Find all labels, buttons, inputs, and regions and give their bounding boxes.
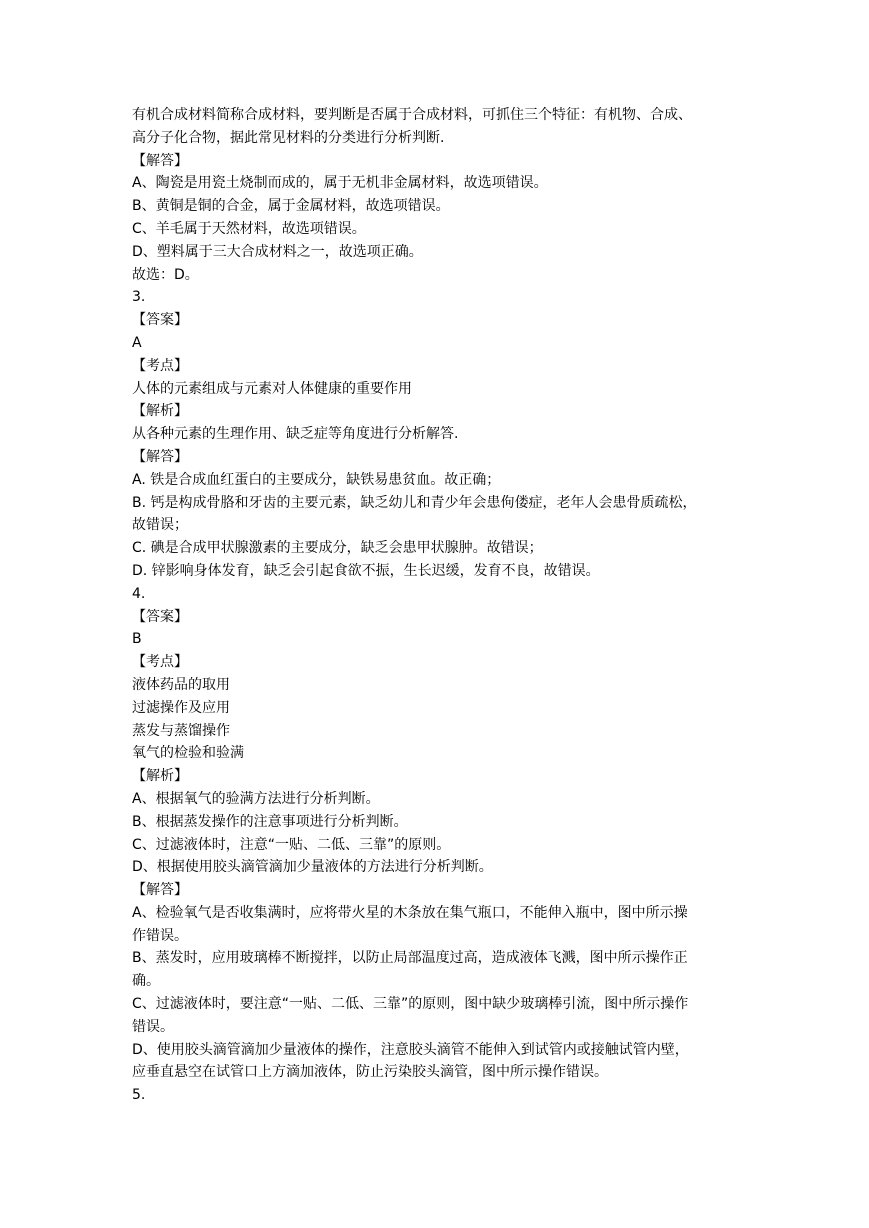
answer-value: B	[132, 631, 142, 648]
text-line: 氧气的检验和验满	[132, 745, 244, 762]
section-heading: 【答案】	[132, 312, 188, 329]
text-line: C、过滤液体时，注意“一贴、二低、三靠”的原则。	[132, 836, 451, 853]
section-heading: 【解答】	[132, 882, 188, 899]
document-body	[132, 104, 774, 1107]
text-line: 蒸发与蒸馏操作	[132, 722, 230, 739]
text-line: D、使用胶头滴管滴加少量液体的操作，注意胶头滴管不能伸入到试管内或接触试管内壁，	[132, 1041, 689, 1058]
text-line: C、过滤液体时，要注意“一贴、二低、三靠”的原则，图中缺少玻璃棒引流，图中所示操作	[132, 996, 689, 1013]
section-heading: 【答案】	[132, 608, 188, 625]
section-heading: 【解答】	[132, 152, 188, 169]
text-line: 人体的元素组成与元素对人体健康的重要作用	[132, 380, 412, 397]
question-number: 5.	[132, 1087, 146, 1104]
text-line: D、塑料属于三大合成材料之一，故选项正确。	[132, 243, 423, 260]
text-line: D、根据使用胶头滴管滴加少量液体的方法进行分析判断。	[132, 859, 493, 876]
text-line: 有机合成材料简称合成材料，要判断是否属于合成材料，可抓住三个特征：有机物、合成、	[132, 107, 692, 123]
text-line: C. 碘是合成甲状腺激素的主要成分，缺乏会患甲状腺肿。故错误；	[132, 540, 543, 557]
text-line: D. 锌影响身体发育，缺乏会引起食欲不振，生长迟缓，发育不良，故错误。	[132, 562, 600, 579]
text-line: B、蒸发时，应用玻璃棒不断搅拌，以防止局部温度过高，造成液体飞溅，图中所示操作正	[132, 950, 688, 967]
section-heading: 【解析】	[132, 768, 188, 785]
text-line: A、检验氧气是否收集满时，应将带火星的木条放在集气瓶口，不能伸入瓶中，图中所示操	[132, 904, 688, 921]
answer-value: A	[132, 334, 142, 351]
section-heading: 【解答】	[132, 448, 188, 465]
text-line: A、根据氧气的验满方法进行分析判断。	[132, 790, 380, 807]
text-line: B、黄铜是铜的合金，属于金属材料，故选项错误。	[132, 198, 450, 215]
section-heading: 【解析】	[132, 403, 188, 420]
text-line: 应垂直悬空在试管口上方滴加液体，防止污染胶头滴管，图中所示操作错误。	[132, 1064, 608, 1081]
question-number: 3.	[132, 289, 146, 306]
text-line: 故错误；	[132, 517, 188, 534]
text-line: 确。	[132, 973, 160, 990]
text-line: 高分子化合物，据此常见材料的分类进行分析判断.	[132, 129, 445, 146]
text-line: A. 铁是合成血红蛋白的主要成分，缺铁易患贫血。故正确；	[132, 471, 501, 488]
section-heading: 【考点】	[132, 654, 188, 671]
text-line: B. 钙是构成骨胳和牙齿的主要元素，缺乏幼儿和青少年会患佝偻症，老年人会患骨质疏松，	[132, 494, 697, 511]
text-line: 错误。	[132, 1018, 174, 1035]
question-number: 4.	[132, 585, 146, 602]
text-line: 故选：D。	[132, 266, 199, 283]
text-line: 从各种元素的生理作用、缺乏症等角度进行分析解答.	[132, 426, 459, 443]
text-line: 液体药品的取用	[132, 676, 230, 693]
text-line: 过滤操作及应用	[132, 699, 230, 716]
text-line: A、陶瓷是用瓷土烧制而成的，属于无机非金属材料，故选项错误。	[132, 175, 548, 192]
text-line: C、羊毛属于天然材料，故选项错误。	[132, 220, 366, 237]
section-heading: 【考点】	[132, 357, 188, 374]
text-line: 作错误。	[132, 927, 188, 944]
text-line: B、根据蒸发操作的注意事项进行分析判断。	[132, 813, 408, 830]
